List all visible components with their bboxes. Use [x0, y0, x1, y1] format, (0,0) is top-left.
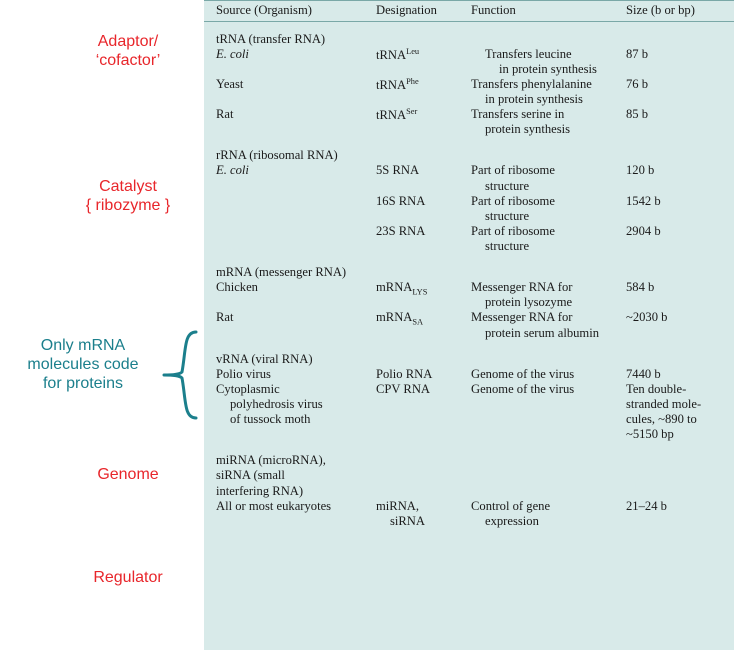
mrna-brace-icon — [162, 330, 198, 420]
cell-source: All or most eukaryotes — [216, 498, 332, 513]
column-header-source: Source (Organism) — [216, 3, 312, 17]
cell-size: Ten double- stranded mole- cules, ~890 to ~5150 bp — [626, 381, 702, 442]
table-row — [216, 382, 734, 442]
cell-size: 87 b — [626, 46, 649, 61]
annotation-catalyst — [58, 178, 198, 216]
group-title-trna: tRNA (transfer RNA) — [216, 31, 326, 46]
table-header-row — [216, 0, 734, 21]
annotation-mrna — [8, 337, 158, 394]
cell-designation: mRNA$_{LYS}$ — [376, 280, 428, 297]
cell-function: Transfers phenylalanine in protein synthesis — [471, 76, 592, 107]
cell-function: Transfers serine in protein synthesis — [471, 107, 571, 137]
cell-size: 76 b — [626, 76, 649, 91]
annotation-catalyst-line2: { ribozyme } — [85, 196, 171, 214]
cell-size: 584 b — [626, 280, 655, 295]
cell-source: E. coli — [216, 46, 249, 61]
column-header-function: Function — [471, 3, 516, 17]
cell-function: Genome of the virus — [471, 366, 575, 381]
cell-designation: tRNA$^{Ser}$ — [376, 107, 418, 123]
column-header-designation: Designation — [376, 3, 437, 17]
table-inner — [204, 0, 734, 529]
cell-designation: tRNA$^{Leu}$ — [376, 46, 420, 62]
annotation-adaptor-line2: ‘cofactor’ — [95, 51, 161, 69]
cell-function: Messenger RNA for protein serum albumin — [471, 310, 600, 340]
cell-function: Part of ribosome structure — [471, 163, 555, 193]
rna-table-panel — [204, 0, 734, 650]
cell-designation: mRNA$_{SA}$ — [376, 310, 424, 327]
table-row — [216, 367, 734, 382]
cell-size: 7440 b — [626, 366, 661, 381]
table-row — [216, 194, 734, 224]
group-heading-row — [216, 341, 734, 367]
column-header-size: Size (b or bp) — [626, 3, 695, 17]
cell-source: Rat — [216, 107, 234, 122]
cell-source — [216, 194, 376, 224]
cell-designation: 23S RNA — [376, 223, 426, 238]
annotation-adaptor — [58, 33, 198, 71]
cell-designation: 16S RNA — [376, 193, 426, 208]
group-heading-row — [216, 254, 734, 280]
table-row — [216, 77, 734, 107]
cell-source: Cytoplasmic polyhedrosis virus of tussock moth — [216, 381, 323, 427]
cell-size: ~2030 b — [626, 310, 668, 325]
cell-designation: tRNA$^{Phe}$ — [376, 76, 419, 93]
group-title-vrna: vRNA (viral RNA) — [216, 351, 313, 366]
annotation-adaptor-line1: Adaptor/ — [97, 33, 159, 50]
cell-source: Polio virus — [216, 366, 271, 381]
group-title-rrna: rRNA (ribosomal RNA) — [216, 148, 338, 163]
group-title-mrna: mRNA (messenger RNA) — [216, 265, 347, 280]
cell-function: Messenger RNA for protein lysozyme — [471, 280, 573, 310]
annotation-mrna-line3: for proteins — [42, 374, 124, 392]
cell-designation: Polio RNA — [376, 366, 433, 381]
cell-designation: 5S RNA — [376, 163, 420, 178]
cell-size: 85 b — [626, 107, 649, 122]
group-heading-row — [216, 21, 734, 47]
annotation-genome-label: Genome — [97, 466, 159, 483]
group-heading-row — [216, 137, 734, 163]
table-row — [216, 310, 734, 340]
cell-source — [216, 224, 376, 254]
cell-function: Part of ribosome structure — [471, 193, 555, 223]
annotation-genome — [58, 466, 198, 485]
cell-size: 21–24 b — [626, 498, 667, 513]
cell-function: Genome of the virus — [471, 381, 575, 396]
table-row — [216, 47, 734, 77]
cell-size: 120 b — [626, 163, 655, 178]
group-title-mirna: miRNA (microRNA), siRNA (small interfering RNA) — [216, 453, 326, 498]
group-heading-row — [216, 442, 734, 498]
cell-function: Control of gene expression — [471, 498, 551, 528]
table-row — [216, 499, 734, 529]
cell-size: 1542 b — [626, 193, 661, 208]
cell-source: E. coli — [216, 163, 249, 178]
cell-function: Part of ribosome structure — [471, 223, 555, 254]
cell-function: Transfers leucine in protein synthesis — [485, 46, 597, 76]
cell-source: Chicken — [216, 280, 258, 295]
annotation-regulator-label: Regulator — [93, 569, 163, 586]
annotation-mrna-line1: Only mRNA — [40, 337, 126, 354]
cell-designation: miRNA, siRNA — [376, 498, 425, 528]
cell-source: Yeast — [216, 76, 244, 91]
table-row — [216, 224, 734, 254]
cell-designation: CPV RNA — [376, 381, 431, 396]
table-row — [216, 163, 734, 193]
cell-source: Rat — [216, 310, 234, 325]
rna-types-table — [216, 0, 734, 529]
annotation-mrna-line2: molecules code — [27, 355, 139, 373]
table-row — [216, 280, 734, 310]
table-row — [216, 107, 734, 137]
annotation-regulator — [58, 569, 198, 588]
annotation-catalyst-line1: Catalyst — [99, 178, 157, 195]
cell-size: 2904 b — [626, 223, 661, 238]
